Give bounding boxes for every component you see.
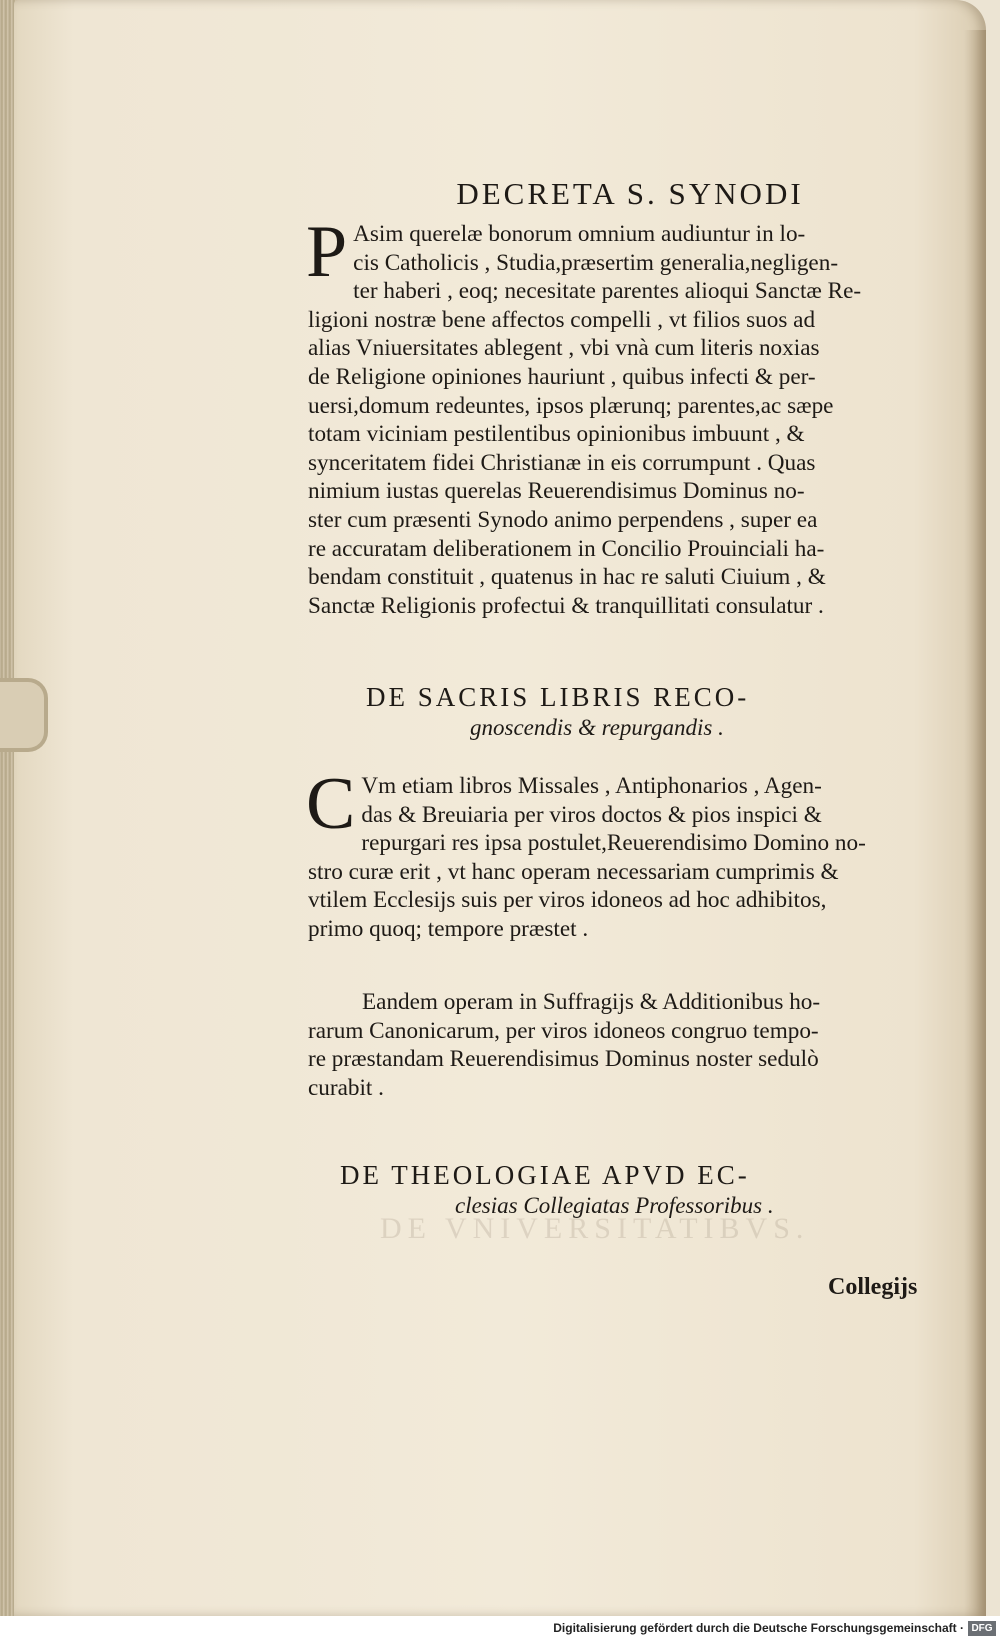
catchword: Collegijs [828, 1274, 918, 1300]
page-heading: DECRETA S. SYNODI [456, 176, 804, 211]
text-line: nimium iustas querelas Reuerendisimus Dominus no- [308, 478, 805, 505]
section-heading: DE THEOLOGIAE APVD EC- [340, 1160, 750, 1190]
text-line: cis Catholicis , Studia,præsertim generalia,negligen- [353, 249, 839, 276]
section-subheading: clesias Collegiatas Professoribus . [455, 1193, 774, 1218]
text-line: re accuratam deliberationem in Concilio Prouinciali ha- [308, 535, 825, 562]
text-line: ligioni nostræ bene affectos compelli , vt filios suos ad [308, 306, 816, 333]
text-line: alias Vniuersitates ablegent , vbi vnà cum literis noxias [308, 335, 820, 362]
text-line: Sanctæ Religionis profectui & tranquillitati consulatur . [308, 592, 824, 619]
page-gutter-shadow [964, 30, 986, 1616]
text-line: stro curæ erit , vt hanc operam necessariam cumprimis & [308, 858, 839, 885]
text-line: Vm etiam libros Missales , Antiphonarios , Agen- [361, 773, 822, 799]
text-line: totam viciniam pestilentibus opinionibus imbuunt , & [308, 421, 805, 448]
drop-initial: P [306, 211, 348, 293]
drop-initial: C [306, 763, 356, 845]
paragraph-1 [306, 211, 936, 620]
text-line: ter haberi , eoq; necesitate parentes alioqui Sanctæ Re- [353, 278, 862, 305]
text-line: vtilem Ecclesijs suis per viros idoneos ad hoc adhibitos, [308, 887, 827, 914]
show-through-text: DE VNIVERSITATIBVS. [380, 1212, 810, 1245]
text-line: das & Breuiaria per viros doctos & pios inspici & [361, 801, 822, 828]
dfg-logo-icon: DFG [968, 1621, 996, 1636]
text-line: uersi,domum redeuntes, ipsos plærunq; parentes,ac sæpe [308, 392, 834, 419]
text-line: re præstandam Reuerendisimus Dominus noster sedulò [308, 1046, 819, 1073]
funding-credit: Digitalisierung gefördert durch die Deutsche Forschungsgemeinschaft · [553, 1621, 964, 1635]
text-line: bendam constituit , quatenus in hac re saluti Ciuium , & [308, 564, 826, 591]
footer-bar [0, 1616, 1000, 1639]
text-line: Asim querelæ bonorum omnium audiuntur in lo- [353, 221, 806, 247]
text-line: ster cum præsenti Synodo animo perpendens , super ea [308, 506, 818, 533]
text-line: rarum Canonicarum, per viros idoneos congruo tempo- [308, 1017, 819, 1044]
text-line: repurgari res ipsa postulet,Reuerendisimo Domino no- [361, 830, 866, 857]
section-heading: DE SACRIS LIBRIS RECO- [366, 682, 750, 712]
paragraph-3 [308, 988, 936, 1102]
text-line: curabit . [308, 1074, 384, 1101]
text-line: primo quoq; tempore præstet . [308, 915, 589, 942]
book-clasp [0, 678, 48, 752]
text-line: de Religione opiniones hauriunt , quibus infecti & per- [308, 363, 816, 390]
paragraph-2 [306, 763, 936, 944]
section-subheading: gnoscendis & repurgandis . [470, 715, 724, 740]
text-line: synceritatem fidei Christianæ in eis corrumpunt . Quas [308, 449, 816, 476]
text-line: Eandem operam in Suffragijs & Additionibus ho- [362, 989, 821, 1015]
